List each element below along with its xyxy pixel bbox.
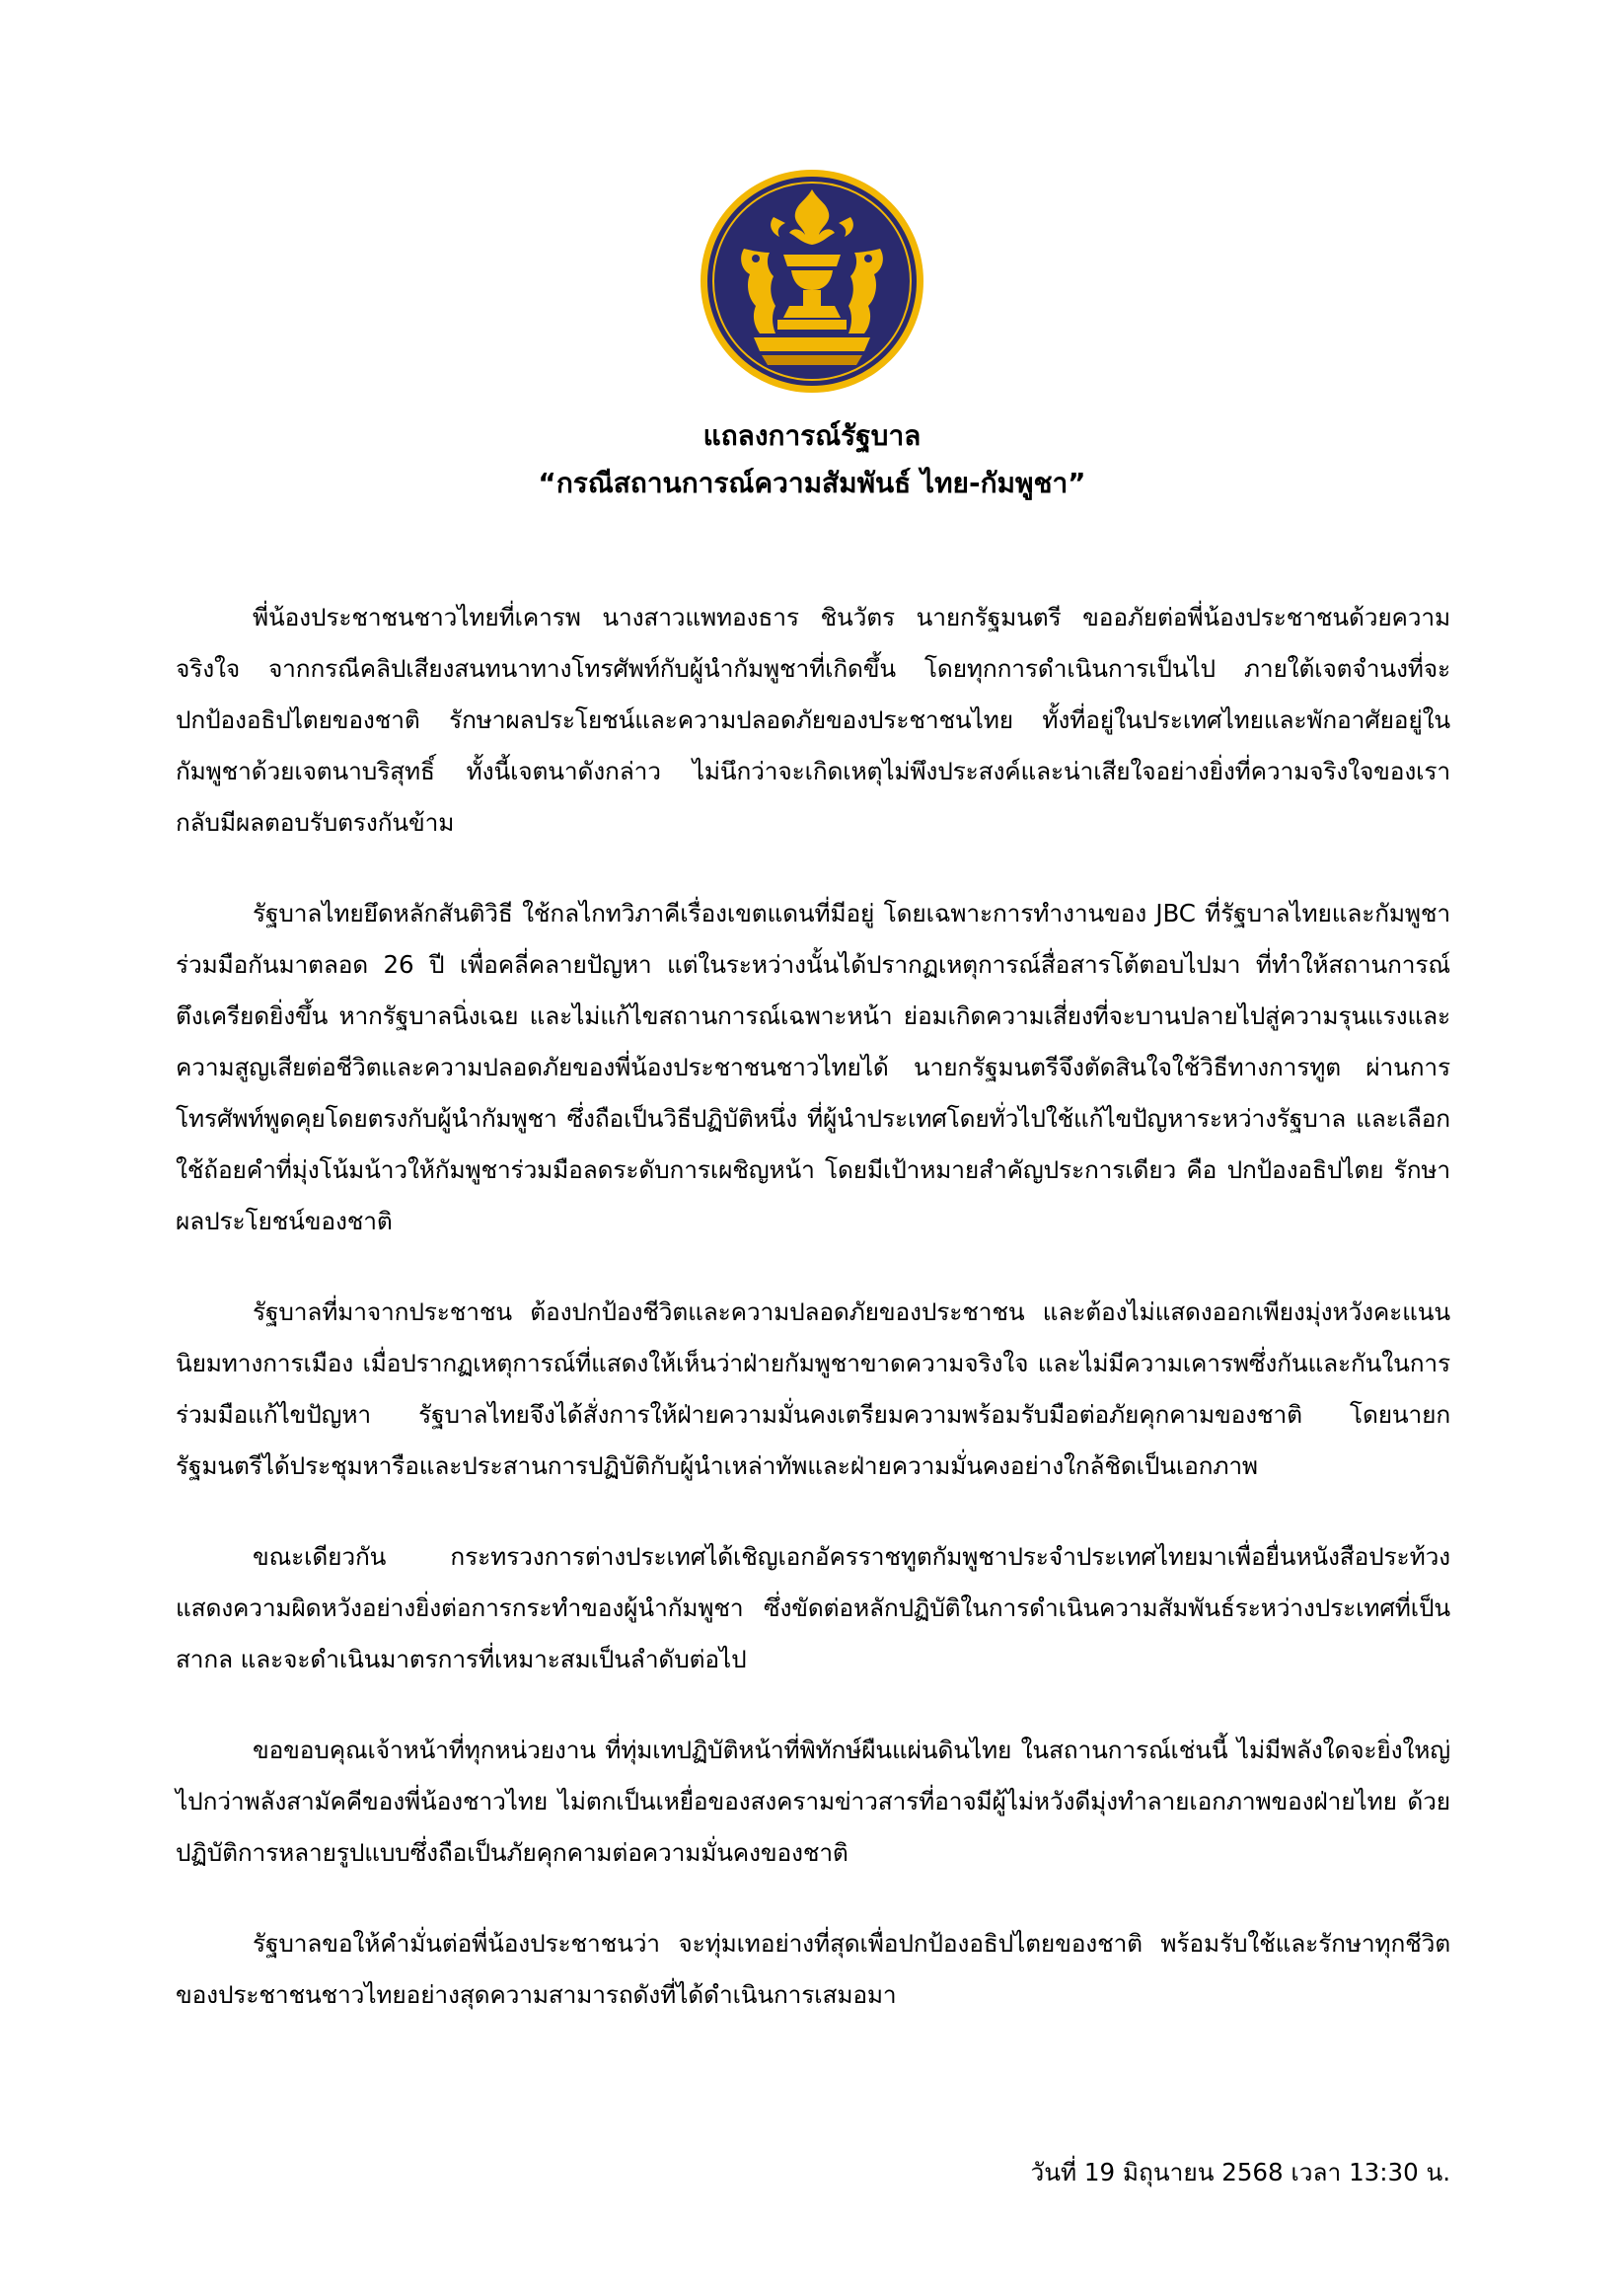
page-subtitle: “กรณีสถานการณ์ความสัมพันธ์ ไทย-กัมพูชา”	[538, 467, 1086, 499]
paragraph: ขอขอบคุณเจ้าหน้าที่ทุกหน่วยงาน ที่ทุ่มเทปฏิบัติหน้าที่พิทักษ์ผืนแผ่นดินไทย ในสถานการณ์เช่นนี้ ไม่มีพลังใดจะยิ่งใหญ่ไปกว่าพลังสามัคคีของพี่น้องชาวไทย ไม่ตกเป็นเหยื่อของสงครามข่าวสารที่อาจมีผู้ไม่หวังดีมุ่งทำลายเอกภาพของฝ่ายไทย ด้วยปฏิบัติการหลายรูปแบบซึ่งถือเป็นภัยคุกคามต่อความมั่นคงของชาติ	[176, 1736, 1450, 1867]
paragraph: ขณะเดียวกัน กระทรวงการต่างประเทศได้เชิญเอกอัครราชทูตกัมพูชาประจำประเทศไทยมาเพื่อยื่นหนังสือประท้วง แสดงความผิดหวังอย่างยิ่งต่อการกระทำของผู้นำกัมพูชา ซึ่งขัดต่อหลักปฏิบัติในการดำเนินความสัมพันธ์ระหว่างประเทศที่เป็นสากล และจะดำเนินมาตรการที่เหมาะสมเป็นลำดับต่อไป	[176, 1542, 1450, 1673]
date-stamp: วันที่ 19 มิถุนายน 2568 เวลา 13:30 น.	[1030, 2158, 1450, 2186]
paragraph: รัฐบาลที่มาจากประชาชน ต้องปกป้องชีวิตและความปลอดภัยของประชาชน และต้องไม่แสดงออกเพียงมุ่งหวังคะแนนนิยมทางการเมือง เมื่อปรากฏเหตุการณ์ที่แสดงให้เห็นว่าฝ่ายกัมพูชาขาดความจริงใจ และไม่มีความเคารพซึ่งกันและกันในการร่วมมือแก้ไขปัญหา รัฐบาลไทยจึงได้สั่งการให้ฝ่ายความมั่นคงเตรียมความพร้อมรับมือต่อภัยคุกคามของชาติ โดยนายกรัฐมนตรีได้ประชุมหารือและประสานการปฏิบัติกับผู้นำเหล่าทัพและฝ่ายความมั่นคงอย่างใกล้ชิดเป็นเอกภาพ	[176, 1297, 1450, 1480]
statement-body	[176, 592, 1450, 2060]
paragraph: รัฐบาลขอให้คำมั่นต่อพี่น้องประชาชนว่า จะทุ่มเทอย่างที่สุดเพื่อปกป้องอธิปไตยของชาติ พร้อมรับใช้และรักษาทุกชีวิตของประชาชนชาวไทยอย่างสุดความสามารถดังที่ได้ดำเนินการเสมอมา	[176, 1929, 1450, 2009]
thai-government-emblem-icon	[699, 168, 925, 395]
paragraph: พี่น้องประชาชนชาวไทยที่เคารพ นางสาวแพทองธาร ชินวัตร นายกรัฐมนตรี ขออภัยต่อพี่น้องประชาชนด้วยความจริงใจ จากกรณีคลิปเสียงสนทนาทางโทรศัพท์กับผู้นำกัมพูชาที่เกิดขึ้น โดยทุกการดำเนินการเป็นไป ภายใต้เจตจำนงที่จะปกป้องอธิปไตยของชาติ รักษาผลประโยชน์และความปลอดภัยของประชาชนไทย ทั้งที่อยู่ในประเทศไทยและพักอาศัยอยู่ในกัมพูชาด้วยเจตนาบริสุทธิ์ ทั้งนี้เจตนาดังกล่าว ไม่นึกว่าจะเกิดเหตุไม่พึงประสงค์และน่าเสียใจอย่างยิ่งที่ความจริงใจของเรา กลับมีผลตอบรับตรงกันข้าม	[176, 603, 1450, 837]
page-title: แถลงการณ์รัฐบาล	[702, 419, 922, 452]
paragraph: รัฐบาลไทยยึดหลักสันติวิธี ใช้กลไกทวิภาคีเรื่องเขตแดนที่มีอยู่ โดยเฉพาะการทำงานของ JBC ที่รัฐบาลไทยและกัมพูชาร่วมมือกันมาตลอด 26 ปี เพื่อคลี่คลายปัญหา แต่ในระหว่างนั้นได้ปรากฏเหตุการณ์สื่อสารโต้ตอบไปมา ที่ทำให้สถานการณ์ตึงเครียดยิ่งขึ้น หากรัฐบาลนิ่งเฉย และไม่แก้ไขสถานการณ์เฉพาะหน้า ย่อมเกิดความเสี่ยงที่จะบานปลายไปสู่ความรุนแรงและความสูญเสียต่อชีวิตและความปลอดภัยของพี่น้องประชาชนชาวไทยได้ นายกรัฐมนตรีจึงตัดสินใจใช้วิธีทางการทูต ผ่านการโทรศัพท์พูดคุยโดยตรงกับผู้นำกัมพูชา ซึ่งถือเป็นวิธีปฏิบัติหนึ่ง ที่ผู้นำประเทศโดยทั่วไปใช้แก้ไขปัญหาระหว่างรัฐบาล และเลือกใช้ถ้อยคำที่มุ่งโน้มน้าวให้กัมพูชาร่วมมือลดระดับการเผชิญหน้า โดยมีเป้าหมายสำคัญประการเดียว คือ ปกป้องอธิปไตย รักษาผลประโยชน์ของชาติ	[176, 899, 1450, 1235]
